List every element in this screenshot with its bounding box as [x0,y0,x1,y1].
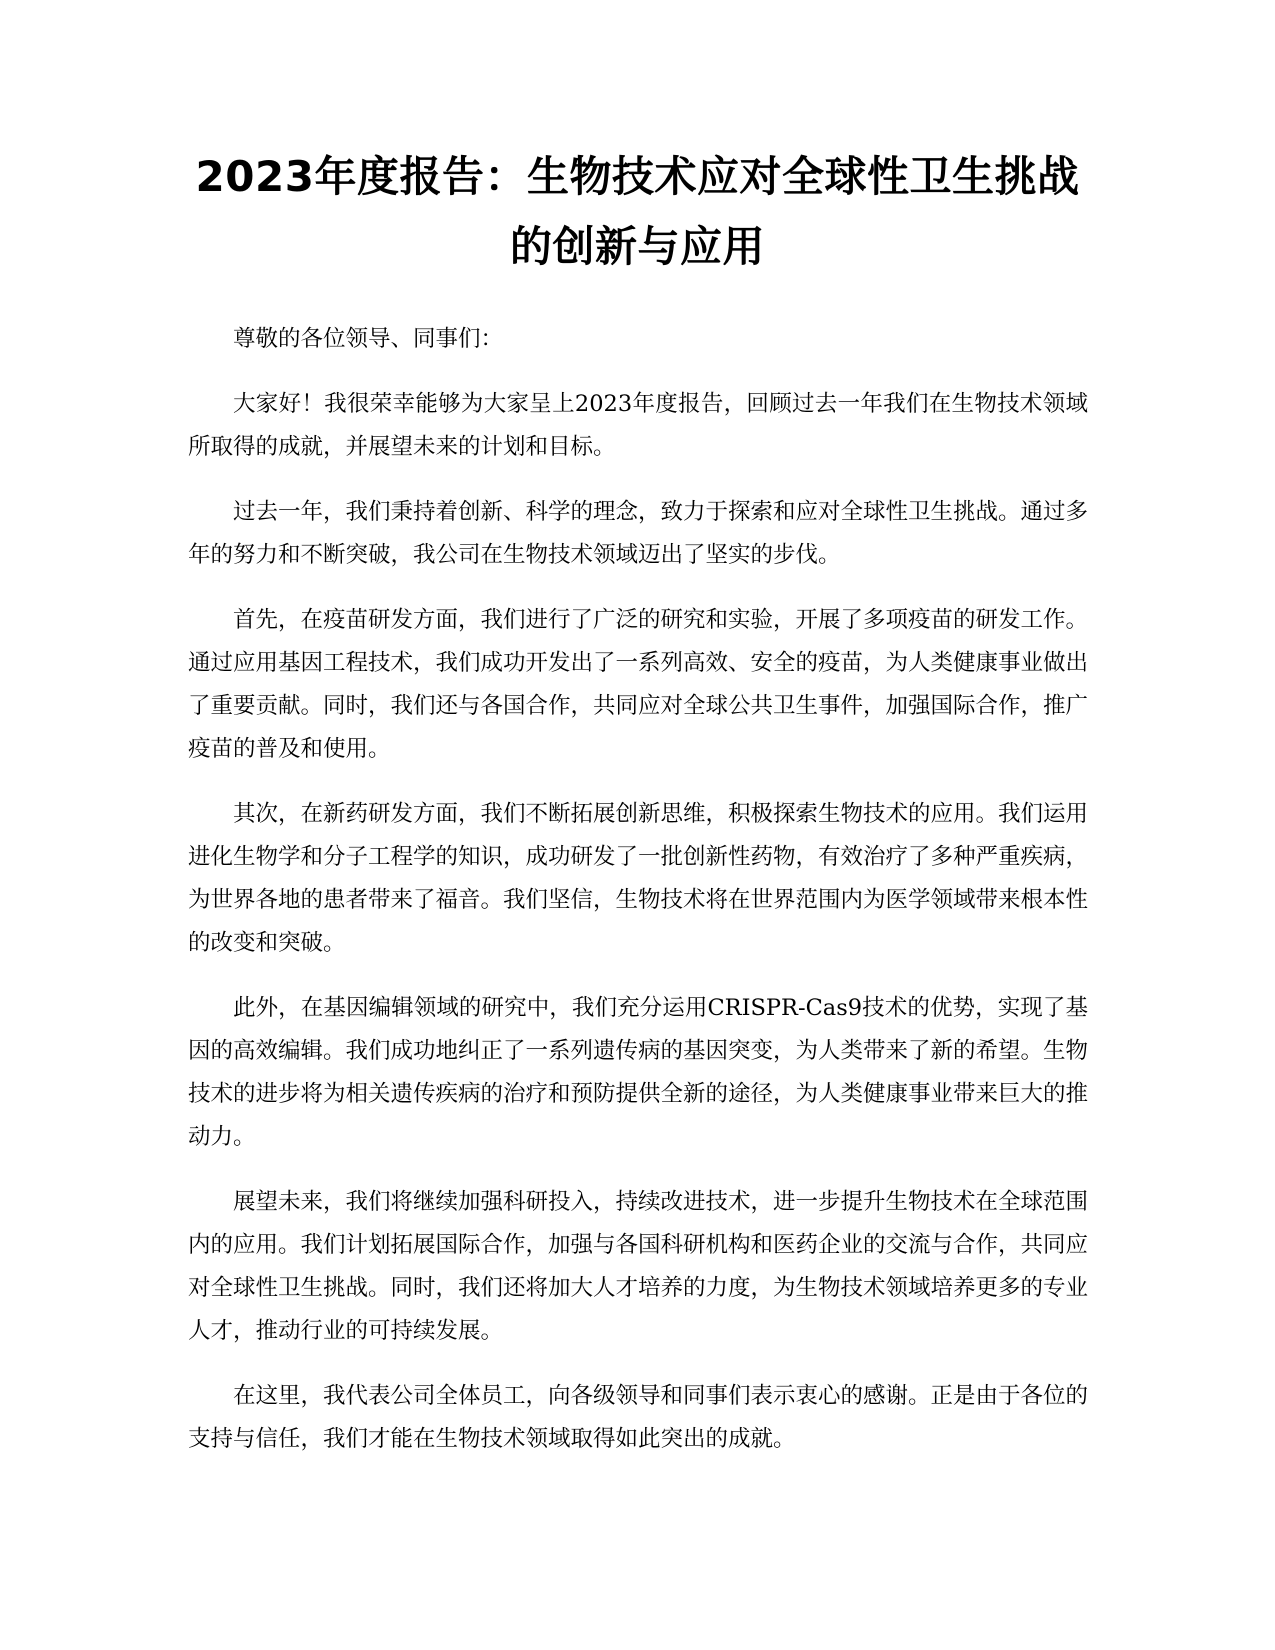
document-body [188,318,1088,1483]
greeting-paragraph: 大家好！我很荣幸能够为大家呈上2023年度报告，回顾过去一年我们在生物技术领域所取得的成就，并展望未来的计划和目标。 [188,391,1088,460]
drug-development-paragraph: 其次，在新药研发方面，我们不断拓展创新思维，积极探索生物技术的应用。我们运用进化生物学和分子工程学的知识，成功研发了一批创新性药物，有效治疗了多种严重疾病，为世界各地的患者带来了福音。我们坚信，生物技术将在世界范围内为医学领域带来根本性的改变和突破。 [188,801,1089,956]
gene-editing-paragraph: 此外，在基因编辑领域的研究中，我们充分运用CRISPR-Cas9技术的优势，实现了基因的高效编辑。我们成功地纠正了一系列遗传病的基因突变，为人类带来了新的希望。生物技术的进步将为相关遗传疾病的治疗和预防提供全新的途径，为人类健康事业带来巨大的推动力。 [188,995,1089,1150]
thanks-paragraph: 在这里，我代表公司全体员工，向各级领导和同事们表示衷心的感谢。正是由于各位的支持与信任，我们才能在生物技术领域取得如此突出的成就。 [188,1383,1089,1452]
salutation-paragraph: 尊敬的各位领导、同事们： [233,326,504,352]
review-paragraph: 过去一年，我们秉持着创新、科学的理念，致力于探索和应对全球性卫生挑战。通过多年的努力和不断突破，我公司在生物技术领域迈出了坚实的步伐。 [188,499,1089,568]
outlook-paragraph: 展望未来，我们将继续加强科研投入，持续改进技术，进一步提升生物技术在全球范围内的应用。我们计划拓展国际合作，加强与各国科研机构和医药企业的交流与合作，共同应对全球性卫生挑战。同时，我们还将加大人才培养的力度，为生物技术领域培养更多的专业人才，推动行业的可持续发展。 [188,1189,1089,1344]
document-title: 2023年度报告：生物技术应对全球性卫生挑战的创新与应用 [195,152,1080,271]
vaccine-paragraph: 首先，在疫苗研发方面，我们进行了广泛的研究和实验，开展了多项疫苗的研发工作。通过应用基因工程技术，我们成功开发出了一系列高效、安全的疫苗，为人类健康事业做出了重要贡献。同时，我们还与各国合作，共同应对全球公共卫生事件，加强国际合作，推广疫苗的普及和使用。 [188,607,1089,762]
